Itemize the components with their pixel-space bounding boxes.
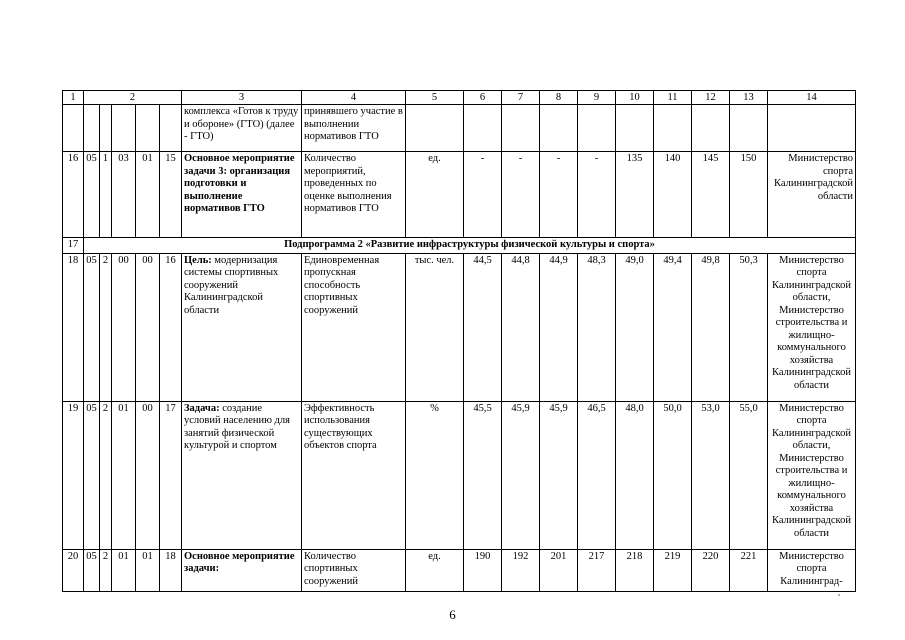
header-cell: 2 — [84, 91, 182, 105]
code-cell: 05 — [84, 401, 100, 549]
value-cell: 49,0 — [616, 253, 654, 401]
responsible-cell: Министерство спорта Калининградской области — [768, 152, 856, 238]
value-cell: 53,0 — [692, 401, 730, 549]
goal-name-cell: Основное мероприятие задачи 3: организация подготовки и выполнение нормативов ГТО — [182, 152, 302, 238]
value-cell: - — [578, 152, 616, 238]
code-cell: 03 — [112, 152, 136, 238]
value-cell: 50,3 — [730, 253, 768, 401]
code-cell: 00 — [136, 253, 160, 401]
value-cell: - — [502, 152, 540, 238]
value-cell: 49,4 — [654, 253, 692, 401]
responsible-cell: Министерство спорта Калининградской области, Министерство строительства и жилищно-коммунального хозяйства Калининградской области — [768, 253, 856, 401]
value-cell: 217 — [578, 549, 616, 591]
row-number: 18 — [63, 253, 84, 401]
value-cell: - — [464, 152, 502, 238]
responsible-cell: Министерство спорта Калининград- — [768, 549, 856, 591]
code-cell: 2 — [100, 401, 112, 549]
unit-cell: ед. — [406, 152, 464, 238]
table-row-16 — [63, 152, 856, 238]
header-cell: 7 — [502, 91, 540, 105]
goal-name-cell: Основное мероприятие задачи: — [182, 549, 302, 591]
value-cell: 45,5 — [464, 401, 502, 549]
value-cell: 190 — [464, 549, 502, 591]
header-cell: 3 — [182, 91, 302, 105]
code-cell: 01 — [112, 549, 136, 591]
code-cell: 05 — [84, 253, 100, 401]
value-cell: 145 — [692, 152, 730, 238]
indicator-cell: Единовременная пропускная способность спортивных сооружений — [302, 253, 406, 401]
code-cell: 01 — [136, 549, 160, 591]
value-cell: 49,8 — [692, 253, 730, 401]
value-cell: 44,8 — [502, 253, 540, 401]
row-number: 20 — [63, 549, 84, 591]
value-cell: 150 — [730, 152, 768, 238]
value-cell: 135 — [616, 152, 654, 238]
scan-artifact — [838, 594, 840, 596]
value-cell: 45,9 — [502, 401, 540, 549]
table-row-20 — [63, 549, 856, 591]
value-cell: 48,3 — [578, 253, 616, 401]
value-cell: 219 — [654, 549, 692, 591]
code-cell: 1 — [100, 152, 112, 238]
table-row-19 — [63, 401, 856, 549]
value-cell: 192 — [502, 549, 540, 591]
header-cell: 5 — [406, 91, 464, 105]
code-cell: 01 — [112, 401, 136, 549]
value-cell: 50,0 — [654, 401, 692, 549]
goal-name-cell: комплекса «Готов к труду и обороне» (ГТО) (далее - ГТО) — [182, 105, 302, 152]
indicator-cell: принявшего участие в выполнении нормативов ГТО — [302, 105, 406, 152]
value-cell: 48,0 — [616, 401, 654, 549]
value-cell: 140 — [654, 152, 692, 238]
indicator-cell: Эффективность использования существующих объектов спорта — [302, 401, 406, 549]
code-cell: 00 — [112, 253, 136, 401]
header-cell: 14 — [768, 91, 856, 105]
code-cell: 16 — [160, 253, 182, 401]
value-cell: 220 — [692, 549, 730, 591]
indicator-cell: Количество мероприятий, проведенных по оценке выполнения нормативов ГТО — [302, 152, 406, 238]
value-cell: 201 — [540, 549, 578, 591]
value-cell: 44,9 — [540, 253, 578, 401]
goal-label: Цель: — [184, 254, 212, 266]
code-cell: 01 — [136, 152, 160, 238]
header-cell: 1 — [63, 91, 84, 105]
goal-text: модернизация системы спортивных сооружений Калининградской области — [184, 254, 279, 316]
unit-cell: тыс. чел. — [406, 253, 464, 401]
value-cell: 44,5 — [464, 253, 502, 401]
header-cell: 9 — [578, 91, 616, 105]
indicator-cell: Количество спортивных сооружений — [302, 549, 406, 591]
table-row-17 — [63, 238, 856, 254]
row-number: 19 — [63, 401, 84, 549]
header-cell: 13 — [730, 91, 768, 105]
value-cell: 218 — [616, 549, 654, 591]
value-cell: - — [540, 152, 578, 238]
table-row-18 — [63, 253, 856, 401]
goal-name-cell — [182, 401, 302, 549]
code-cell: 2 — [100, 253, 112, 401]
task-text: создание условий населению для занятий физической культурой и спортом — [184, 402, 290, 451]
unit-cell: ед. — [406, 549, 464, 591]
code-cell: 18 — [160, 549, 182, 591]
code-cell: 05 — [84, 549, 100, 591]
responsible-cell: Министерство спорта Калининградской области, Министерство строительства и жилищно-коммунального хозяйства Калининградской области — [768, 401, 856, 549]
table-row-continuation — [63, 105, 856, 152]
header-cell: 11 — [654, 91, 692, 105]
header-cell: 4 — [302, 91, 406, 105]
header-row — [63, 91, 856, 105]
code-cell: 17 — [160, 401, 182, 549]
value-cell: 46,5 — [578, 401, 616, 549]
indicators-table — [62, 90, 856, 592]
code-cell: 00 — [136, 401, 160, 549]
subprogram-title: Подпрограмма 2 «Развитие инфраструктуры физической культуры и спорта» — [84, 238, 856, 254]
row-number: 17 — [63, 238, 84, 254]
header-cell: 8 — [540, 91, 578, 105]
header-cell: 6 — [464, 91, 502, 105]
header-cell: 10 — [616, 91, 654, 105]
value-cell: 55,0 — [730, 401, 768, 549]
unit-cell: % — [406, 401, 464, 549]
code-cell: 05 — [84, 152, 100, 238]
value-cell: 45,9 — [540, 401, 578, 549]
page-number: 6 — [449, 607, 456, 622]
goal-name-cell — [182, 253, 302, 401]
row-number: 16 — [63, 152, 84, 238]
task-label: Задача: — [184, 402, 220, 414]
header-cell: 12 — [692, 91, 730, 105]
value-cell: 221 — [730, 549, 768, 591]
code-cell: 15 — [160, 152, 182, 238]
code-cell: 2 — [100, 549, 112, 591]
